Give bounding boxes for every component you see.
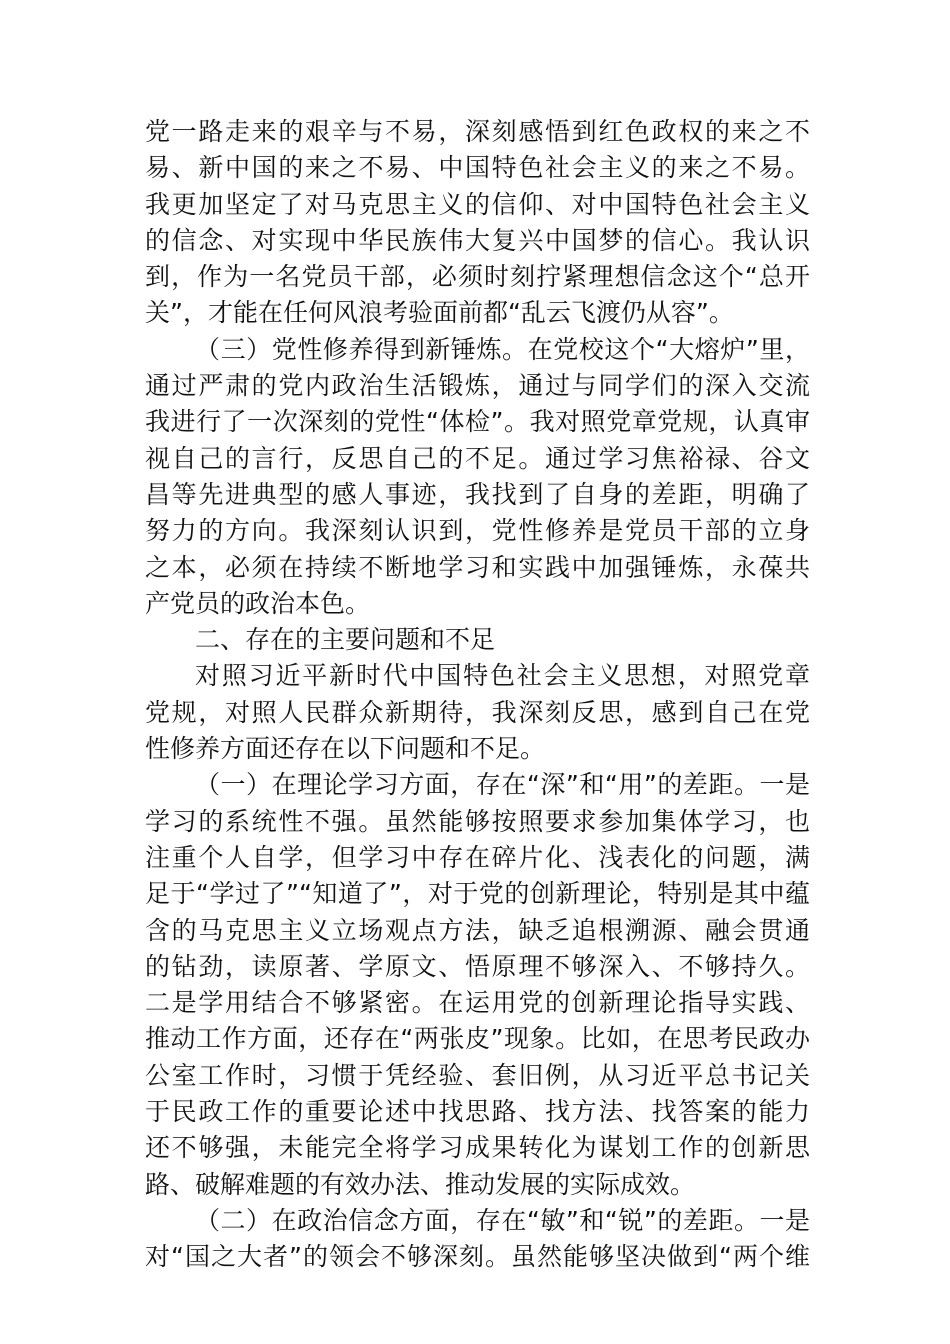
text-line: 学习的系统性不强。虽然能够按照要求参加集体学习，也 <box>145 806 810 836</box>
text-line: 昌等先进典型的感人事迹，我找到了自身的差距，明确了 <box>145 479 810 509</box>
text-line: 产党员的政治本色。 <box>145 588 371 618</box>
text-line: 还不够强，未能完全将学习成果转化为谋划工作的创新思 <box>145 1133 810 1163</box>
text-line: 二、存在的主要问题和不足 <box>195 625 496 655</box>
text-line: 通过严肃的党内政治生活锻炼，通过与同学们的深入交流 <box>145 371 810 401</box>
text-line: 努力的方向。我深刻认识到，党性修养是党员干部的立身 <box>145 516 810 546</box>
text-line: 注重个人自学，但学习中存在碎片化、浅表化的问题，满 <box>145 842 810 872</box>
text-line: 足于“学过了”“知道了”，对于党的创新理论，特别是其中蕴 <box>145 879 810 909</box>
text-line: 的钻劲，读原著、学原文、悟原理不够深入、不够持久。 <box>145 951 810 981</box>
text-line: 视自己的言行，反思自己的不足。通过学习焦裕禄、谷文 <box>145 443 810 473</box>
text-line: 到，作为一名党员干部，必须时刻拧紧理想信念这个“总开 <box>145 262 810 292</box>
text-line: （一）在理论学习方面，存在“深”和“用”的差距。一是 <box>195 770 810 800</box>
text-line: 易、新中国的来之不易、中国特色社会主义的来之不易。 <box>145 153 810 183</box>
text-line: 二是学用结合不够紧密。在运用党的创新理论指导实践、 <box>145 988 810 1018</box>
text-line: （三）党性修养得到新锤炼。在党校这个“大熔炉”里， <box>195 334 810 364</box>
text-line: 我更加坚定了对马克思主义的信仰、对中国特色社会主义 <box>145 189 810 219</box>
text-line: 的信念、对实现中华民族伟大复兴中国梦的信心。我认识 <box>145 225 810 255</box>
text-line: 对“国之大者”的领会不够深刻。虽然能够坚决做到“两个维 <box>145 1242 810 1272</box>
text-line: 含的马克思主义立场观点方法，缺乏追根溯源、融会贯通 <box>145 915 810 945</box>
text-line: 关”，才能在任何风浪考验面前都“乱云飞渡仍从容”。 <box>145 298 734 328</box>
text-line: 性修养方面还存在以下问题和不足。 <box>145 734 546 764</box>
text-line: （二）在政治信念方面，存在“敏”和“锐”的差距。一是 <box>195 1205 810 1235</box>
text-line: 公室工作时，习惯于凭经验、套旧例，从习近平总书记关 <box>145 1060 810 1090</box>
text-line: 路、破解难题的有效办法、推动发展的实际成效。 <box>145 1169 696 1199</box>
text-line: 推动工作方面，还存在“两张皮”现象。比如，在思考民政办 <box>145 1024 810 1054</box>
text-line: 党规，对照人民群众新期待，我深刻反思，感到自己在党 <box>145 697 810 727</box>
document-body <box>145 114 810 1276</box>
text-line: 我进行了一次深刻的党性“体检”。我对照党章党规，认真审 <box>145 407 810 437</box>
text-line: 于民政工作的重要论述中找思路、找方法、找答案的能力 <box>145 1097 810 1127</box>
text-line: 党一路走来的艰辛与不易，深刻感悟到红色政权的来之不 <box>145 117 810 146</box>
text-line: 之本，必须在持续不断地学习和实践中加强锤炼，永葆共 <box>145 552 810 582</box>
text-line: 对照习近平新时代中国特色社会主义思想，对照党章 <box>195 661 810 691</box>
